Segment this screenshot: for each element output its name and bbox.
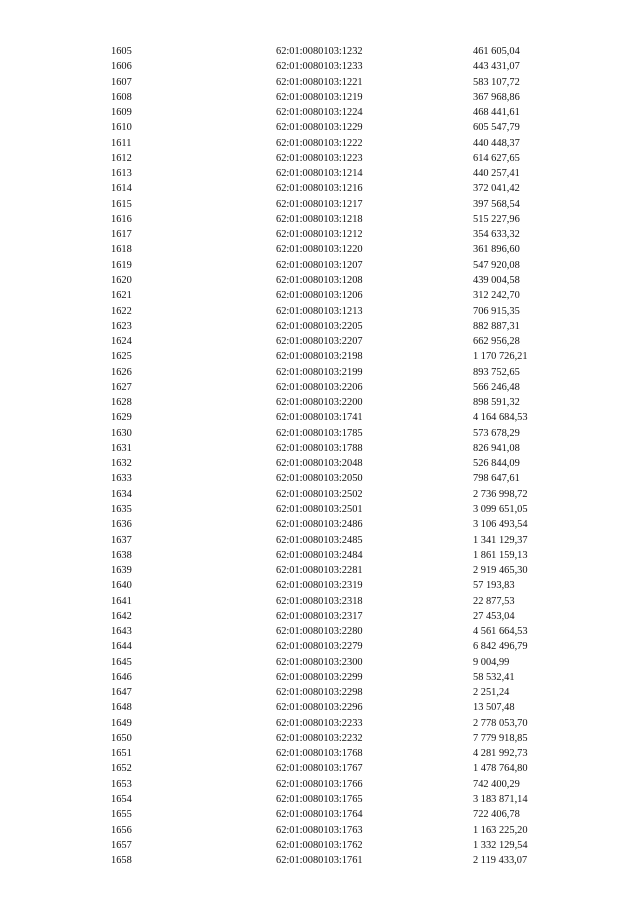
table-row (0, 823, 640, 838)
cadastral-number: 62:01:0080103:1767 (276, 763, 363, 775)
table-row (0, 655, 640, 670)
table-row (0, 517, 640, 532)
cadastral-value: 893 752,65 (473, 366, 520, 378)
row-number: 1620 (111, 274, 132, 286)
row-number: 1642 (111, 610, 132, 622)
table-row (0, 441, 640, 456)
cadastral-value: 882 887,31 (473, 320, 520, 332)
row-number: 1610 (111, 122, 132, 134)
row-number: 1623 (111, 320, 132, 332)
cadastral-number: 62:01:0080103:2233 (276, 717, 363, 729)
cadastral-value: 1 163 225,20 (473, 824, 528, 836)
table-row (0, 59, 640, 74)
table-row (0, 456, 640, 471)
cadastral-number: 62:01:0080103:2280 (276, 626, 363, 638)
cadastral-value: 439 004,58 (473, 274, 520, 286)
row-number: 1651 (111, 748, 132, 760)
cadastral-value: 312 242,70 (473, 290, 520, 302)
row-number: 1605 (111, 46, 132, 57)
table-row (0, 197, 640, 212)
cadastral-value: 2 736 998,72 (473, 488, 528, 500)
table-row (0, 136, 640, 151)
cadastral-value: 22 877,53 (473, 595, 515, 607)
table-row (0, 716, 640, 731)
row-number: 1628 (111, 397, 132, 409)
table-row (0, 777, 640, 792)
cadastral-number: 62:01:0080103:1785 (276, 427, 363, 439)
cadastral-number: 62:01:0080103:1768 (276, 748, 363, 760)
row-number: 1635 (111, 503, 132, 515)
row-number: 1650 (111, 732, 132, 744)
table-row (0, 319, 640, 334)
cadastral-value: 526 844,09 (473, 458, 520, 470)
cadastral-value: 1 861 159,13 (473, 549, 528, 561)
cadastral-number: 62:01:0080103:1220 (276, 244, 363, 256)
cadastral-value: 440 448,37 (473, 137, 520, 149)
table-row (0, 166, 640, 181)
table-row (0, 807, 640, 822)
row-number: 1637 (111, 534, 132, 546)
cadastral-number: 62:01:0080103:2501 (276, 503, 363, 515)
cadastral-number: 62:01:0080103:1233 (276, 61, 363, 73)
row-number: 1645 (111, 656, 132, 668)
cadastral-value: 4 281 992,73 (473, 748, 528, 760)
cadastral-value: 6 842 496,79 (473, 641, 528, 653)
cadastral-number: 62:01:0080103:2485 (276, 534, 363, 546)
row-number: 1655 (111, 809, 132, 821)
table-row (0, 365, 640, 380)
row-number: 1621 (111, 290, 132, 302)
cadastral-value: 706 915,35 (473, 305, 520, 317)
cadastral-value: 372 041,42 (473, 183, 520, 195)
cadastral-value: 742 400,29 (473, 778, 520, 790)
cadastral-value: 2 919 465,30 (473, 565, 528, 577)
cadastral-number: 62:01:0080103:1213 (276, 305, 363, 317)
cadastral-number: 62:01:0080103:2319 (276, 580, 363, 592)
table-row (0, 746, 640, 761)
cadastral-number: 62:01:0080103:2502 (276, 488, 363, 500)
cadastral-number: 62:01:0080103:1221 (276, 76, 363, 88)
table-row (0, 624, 640, 639)
table-row (0, 105, 640, 120)
cadastral-value: 614 627,65 (473, 152, 520, 164)
table-row (0, 90, 640, 105)
cadastral-number: 62:01:0080103:2279 (276, 641, 363, 653)
table-row (0, 761, 640, 776)
table-row (0, 395, 640, 410)
cadastral-value: 515 227,96 (473, 213, 520, 225)
cadastral-number: 62:01:0080103:1229 (276, 122, 363, 134)
cadastral-value: 4 164 684,53 (473, 412, 528, 424)
row-number: 1653 (111, 778, 132, 790)
cadastral-value: 1 332 129,54 (473, 839, 528, 851)
cadastral-value: 2 251,24 (473, 687, 510, 699)
table-row (0, 288, 640, 303)
row-number: 1633 (111, 473, 132, 485)
table-row (0, 380, 640, 395)
table-row (0, 181, 640, 196)
row-number: 1657 (111, 839, 132, 851)
table-row (0, 227, 640, 242)
row-number: 1640 (111, 580, 132, 592)
table-row (0, 242, 640, 257)
row-number: 1612 (111, 152, 132, 164)
cadastral-number: 62:01:0080103:1223 (276, 152, 363, 164)
cadastral-number: 62:01:0080103:2198 (276, 351, 363, 363)
cadastral-value: 1 341 129,37 (473, 534, 528, 546)
cadastral-value: 13 507,48 (473, 702, 515, 714)
table-row (0, 120, 640, 135)
row-number: 1619 (111, 259, 132, 271)
table-row (0, 594, 640, 609)
row-number: 1638 (111, 549, 132, 561)
table-row (0, 258, 640, 273)
cadastral-value: 354 633,32 (473, 229, 520, 241)
cadastral-value: 826 941,08 (473, 442, 520, 454)
cadastral-value: 722 406,78 (473, 809, 520, 821)
cadastral-number: 62:01:0080103:1218 (276, 213, 363, 225)
cadastral-number: 62:01:0080103:2298 (276, 687, 363, 699)
table-row (0, 151, 640, 166)
row-number: 1636 (111, 519, 132, 531)
row-number: 1606 (111, 61, 132, 73)
table-row (0, 792, 640, 807)
row-number: 1629 (111, 412, 132, 424)
row-number: 1615 (111, 198, 132, 210)
table-row (0, 304, 640, 319)
cadastral-number: 62:01:0080103:2200 (276, 397, 363, 409)
row-number: 1649 (111, 717, 132, 729)
cadastral-value: 7 779 918,85 (473, 732, 528, 744)
cadastral-number: 62:01:0080103:1741 (276, 412, 363, 424)
cadastral-number: 62:01:0080103:1222 (276, 137, 363, 149)
cadastral-number: 62:01:0080103:1214 (276, 168, 363, 180)
table-row (0, 853, 640, 868)
cadastral-value: 440 257,41 (473, 168, 520, 180)
row-number: 1618 (111, 244, 132, 256)
cadastral-value: 468 441,61 (473, 107, 520, 119)
cadastral-value: 1 170 726,21 (473, 351, 528, 363)
row-number: 1632 (111, 458, 132, 470)
table-row (0, 731, 640, 746)
cadastral-number: 62:01:0080103:1766 (276, 778, 363, 790)
cadastral-number: 62:01:0080103:1219 (276, 91, 363, 103)
table-row (0, 426, 640, 441)
cadastral-number: 62:01:0080103:1224 (276, 107, 363, 119)
row-number: 1652 (111, 763, 132, 775)
cadastral-number: 62:01:0080103:2206 (276, 381, 363, 393)
cadastral-value: 57 193,83 (473, 580, 515, 592)
cadastral-value: 3 099 651,05 (473, 503, 528, 515)
cadastral-number: 62:01:0080103:1217 (276, 198, 363, 210)
row-number: 1644 (111, 641, 132, 653)
cadastral-value: 605 547,79 (473, 122, 520, 134)
cadastral-value: 4 561 664,53 (473, 626, 528, 638)
cadastral-value: 443 431,07 (473, 61, 520, 73)
table-row (0, 212, 640, 227)
table-row (0, 700, 640, 715)
table-row (0, 410, 640, 425)
cadastral-value: 397 568,54 (473, 198, 520, 210)
cadastral-value: 566 246,48 (473, 381, 520, 393)
cadastral-number: 62:01:0080103:1761 (276, 855, 363, 867)
row-number: 1643 (111, 626, 132, 638)
cadastral-number: 62:01:0080103:2296 (276, 702, 363, 714)
cadastral-number: 62:01:0080103:2205 (276, 320, 363, 332)
row-number: 1622 (111, 305, 132, 317)
cadastral-value: 3 106 493,54 (473, 519, 528, 531)
cadastral-number: 62:01:0080103:2317 (276, 610, 363, 622)
row-number: 1624 (111, 336, 132, 348)
row-number: 1658 (111, 855, 132, 867)
cadastral-value: 1 478 764,80 (473, 763, 528, 775)
cadastral-value: 662 956,28 (473, 336, 520, 348)
cadastral-number: 62:01:0080103:1763 (276, 824, 363, 836)
cadastral-number: 62:01:0080103:2318 (276, 595, 363, 607)
row-number: 1654 (111, 794, 132, 806)
table-row (0, 838, 640, 853)
cadastral-value: 2 778 053,70 (473, 717, 528, 729)
table-row (0, 609, 640, 624)
row-number: 1627 (111, 381, 132, 393)
table-row (0, 75, 640, 90)
cadastral-number: 62:01:0080103:2232 (276, 732, 363, 744)
table-row (0, 487, 640, 502)
row-number: 1647 (111, 687, 132, 699)
cadastral-number: 62:01:0080103:1207 (276, 259, 363, 271)
table-row (0, 533, 640, 548)
cadastral-value-table (0, 44, 640, 868)
row-number: 1656 (111, 824, 132, 836)
row-number: 1625 (111, 351, 132, 363)
cadastral-number: 62:01:0080103:1212 (276, 229, 363, 241)
cadastral-value: 798 647,61 (473, 473, 520, 485)
table-row (0, 502, 640, 517)
row-number: 1648 (111, 702, 132, 714)
row-number: 1614 (111, 183, 132, 195)
row-number: 1616 (111, 213, 132, 225)
cadastral-number: 62:01:0080103:1788 (276, 442, 363, 454)
cadastral-value: 2 119 433,07 (473, 855, 528, 867)
cadastral-value: 583 107,72 (473, 76, 520, 88)
row-number: 1641 (111, 595, 132, 607)
cadastral-value: 58 532,41 (473, 671, 515, 683)
table-row (0, 578, 640, 593)
table-row (0, 639, 640, 654)
row-number: 1634 (111, 488, 132, 500)
table-row (0, 685, 640, 700)
cadastral-number: 62:01:0080103:2486 (276, 519, 363, 531)
cadastral-number: 62:01:0080103:2281 (276, 565, 363, 577)
row-number: 1639 (111, 565, 132, 577)
cadastral-number: 62:01:0080103:2207 (276, 336, 363, 348)
cadastral-number: 62:01:0080103:1764 (276, 809, 363, 821)
cadastral-number: 62:01:0080103:2050 (276, 473, 363, 485)
row-number: 1646 (111, 671, 132, 683)
cadastral-number: 62:01:0080103:1208 (276, 274, 363, 286)
cadastral-value: 367 968,86 (473, 91, 520, 103)
cadastral-value: 9 004,99 (473, 656, 510, 668)
row-number: 1611 (111, 137, 132, 149)
cadastral-number: 62:01:0080103:1216 (276, 183, 363, 195)
cadastral-number: 62:01:0080103:2048 (276, 458, 363, 470)
table-row (0, 670, 640, 685)
row-number: 1613 (111, 168, 132, 180)
cadastral-value: 573 678,29 (473, 427, 520, 439)
table-row (0, 334, 640, 349)
cadastral-value: 3 183 871,14 (473, 794, 528, 806)
table-row (0, 548, 640, 563)
cadastral-number: 62:01:0080103:2299 (276, 671, 363, 683)
cadastral-value: 461 605,04 (473, 46, 520, 57)
cadastral-value: 27 453,04 (473, 610, 515, 622)
row-number: 1608 (111, 91, 132, 103)
cadastral-number: 62:01:0080103:1765 (276, 794, 363, 806)
cadastral-value: 898 591,32 (473, 397, 520, 409)
cadastral-value: 361 896,60 (473, 244, 520, 256)
table-row (0, 349, 640, 364)
row-number: 1626 (111, 366, 132, 378)
row-number: 1607 (111, 76, 132, 88)
row-number: 1617 (111, 229, 132, 241)
table-row (0, 273, 640, 288)
table-row (0, 471, 640, 486)
cadastral-number: 62:01:0080103:1232 (276, 46, 363, 57)
row-number: 1609 (111, 107, 132, 119)
cadastral-number: 62:01:0080103:1206 (276, 290, 363, 302)
cadastral-number: 62:01:0080103:2300 (276, 656, 363, 668)
cadastral-number: 62:01:0080103:1762 (276, 839, 363, 851)
table-row (0, 563, 640, 578)
cadastral-value: 547 920,08 (473, 259, 520, 271)
table-row (0, 44, 640, 59)
row-number: 1630 (111, 427, 132, 439)
cadastral-number: 62:01:0080103:2199 (276, 366, 363, 378)
row-number: 1631 (111, 442, 132, 454)
cadastral-number: 62:01:0080103:2484 (276, 549, 363, 561)
